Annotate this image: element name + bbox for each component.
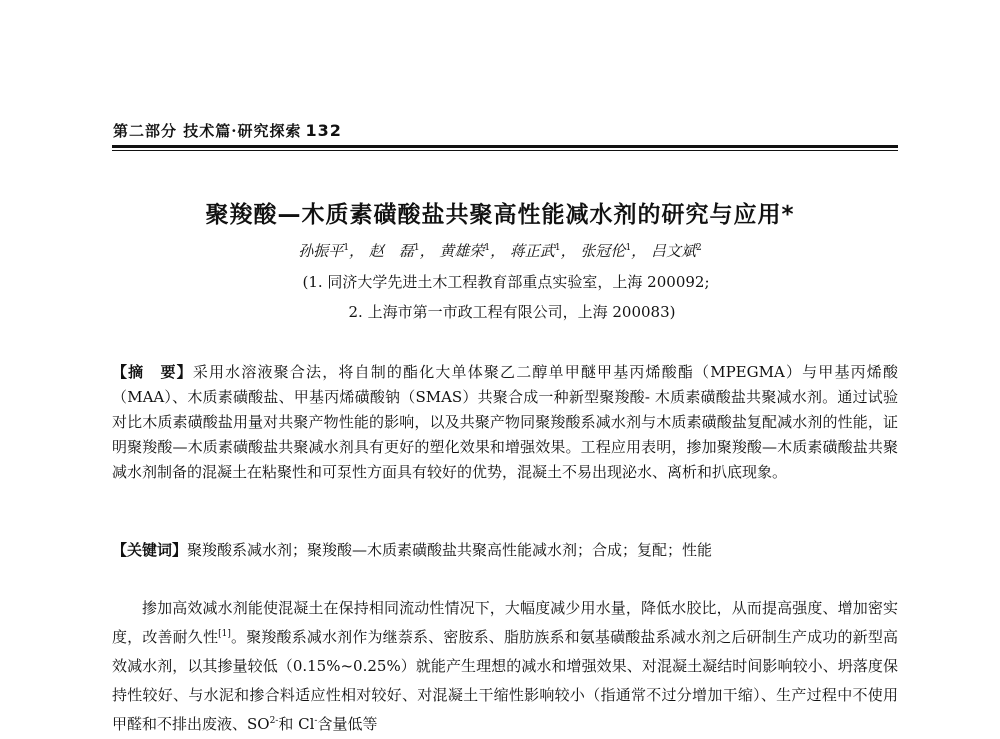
- paper-title: 聚羧酸—木质素磺酸盐共聚高性能减水剂的研究与应用*: [205, 202, 795, 228]
- body-paragraph: [112, 594, 898, 739]
- author: 吕文斌: [650, 242, 696, 260]
- abstract: [112, 360, 898, 485]
- keywords-text: 聚羧酸系减水剂；聚羧酸—木质素磺酸盐共聚高性能减水剂；合成；复配；性能: [187, 541, 713, 559]
- author: 蒋正武: [509, 242, 555, 260]
- author: 孙振平: [298, 242, 344, 260]
- page-number: 132: [305, 121, 342, 140]
- body-text: 和 Cl: [278, 715, 315, 733]
- superscript: -: [314, 716, 318, 726]
- header-rule-thick: [112, 145, 898, 148]
- abstract-text: 采用水溶液聚合法，将自制的酯化大单体聚乙二醇单甲醚甲基丙烯酸酯（MPEGMA）与甲基丙烯酸（MAA）、木质素磺酸盐、甲基丙烯磺酸钠（SMAS）共聚合成一种新型聚羧酸- 木质素磺酸盐共聚减水剂。通过试验对比木质素磺酸盐用量对共聚产物性能的影响，以及共聚产物同聚羧酸系减水剂与木质素磺酸盐复配减水剂的性能，证明聚羧酸—木质素磺酸盐共聚减水剂具有更好的塑化效果和增强效果。工程应用表明，掺加聚羧酸—木质素磺酸盐共聚减水剂制备的混凝土在粘聚性和可泵性方面具有较好的优势，混凝土不易出现泌水、离析和扒底现象。: [112, 363, 898, 481]
- author: 张冠伦: [580, 242, 626, 260]
- citation-ref: [1]: [218, 629, 231, 639]
- keywords-label: 【关键词】: [112, 541, 188, 559]
- author-affiliation-mark: 1: [484, 243, 491, 253]
- author-list: 孙振平$^1$， 赵 磊$^1$， 黄雄荣$^1$， 蒋正武$^1$， 张冠伦$^1$， 吕文斌$^2$: [298, 242, 702, 260]
- running-header: [113, 120, 342, 141]
- author: 黄雄荣: [439, 242, 485, 260]
- abstract-label: 【摘 要】: [112, 363, 193, 381]
- body-text: 掺加高效减水剂能使混凝土在保持相同流动性情况下，大幅度减少用水量，降低水胶比，从而提高强度、增加密实度，改善耐久性: [112, 599, 898, 646]
- keywords: [112, 538, 898, 563]
- author-affiliation-mark: 1: [343, 243, 350, 253]
- author-affiliation-mark: 1: [554, 243, 561, 253]
- header-rule-thin: [112, 150, 898, 151]
- author: 赵 磊: [368, 242, 414, 260]
- superscript: 2-: [269, 716, 279, 726]
- author-affiliation-mark: 1: [625, 243, 632, 253]
- header-section: 第二部分 技术篇·研究探索: [113, 122, 302, 140]
- affiliation-line-1: (1. 同济大学先进土木工程教育部重点实验室，上海 200092;: [302, 273, 710, 291]
- author-affiliation-mark: 1: [413, 243, 420, 253]
- body-text: 含量低等: [317, 715, 378, 733]
- affiliation-line-2: 2. 上海市第一市政工程有限公司，上海 200083): [348, 303, 676, 321]
- body-text: 。聚羧酸系减水剂作为继萘系、密胺系、脂肪族系和氨基磺酸盐系减水剂之后研制生产成功的新型高效减水剂，以其掺量较低（0.15%~0.25%）就能产生理想的减水和增强效果、对混凝土凝结时间影响较小、坍落度保持性较好、与水泥和掺合料适应性相对较好、对混凝土干缩性影响较小（指通常不过分增加干缩）、生产过程中不使用甲醛和不排出废液、SO: [112, 628, 898, 733]
- author-affiliation-mark: 2: [695, 243, 702, 253]
